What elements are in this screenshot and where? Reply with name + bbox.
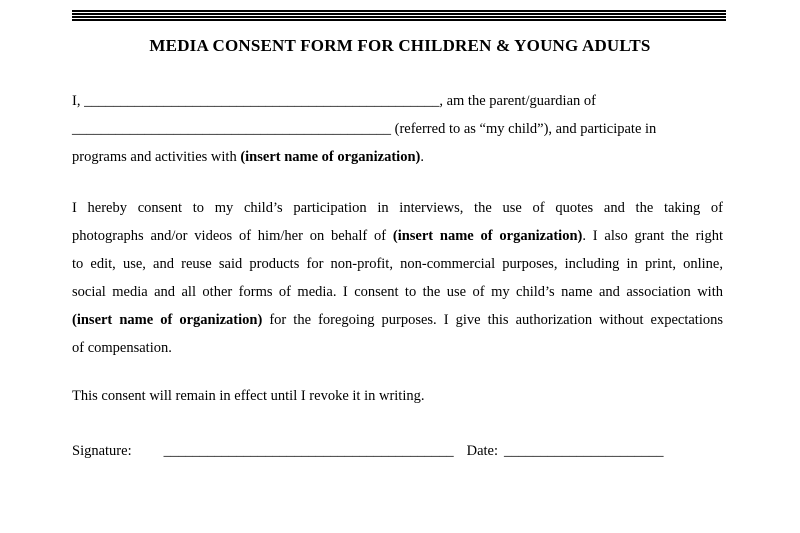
child-name-blank: ____________________________________________ <box>72 121 391 137</box>
intro-line-3 <box>72 143 723 171</box>
date-label: Date: <box>466 443 499 459</box>
intro-line-1 <box>72 87 723 115</box>
text-segment: . I also grant the right <box>582 228 723 244</box>
consent-line-5 <box>72 306 723 334</box>
organization-placeholder: (insert name of organization) <box>72 312 263 328</box>
consent-line-6: of compensation. <box>72 340 172 356</box>
consent-line-1: I hereby consent to my child’s participation in interviews, the use of quotes and the taking of <box>72 200 723 216</box>
organization-placeholder: (insert name of organization) <box>392 228 583 244</box>
text-segment: I, <box>72 93 85 109</box>
decorative-top-border <box>72 10 726 21</box>
text-segment: programs and activities with <box>72 149 241 165</box>
text-segment: . <box>420 149 424 165</box>
consent-line-3: to edit, use, and reuse said products for non-profit, non-commercial purposes, including in print, online, <box>72 256 723 272</box>
signature-blank: ________________________________________ <box>163 443 454 459</box>
organization-placeholder: (insert name of organization) <box>240 149 421 165</box>
text-segment: for the foregoing purposes. I give this authorization without expectations <box>262 312 723 328</box>
date-blank: ______________________ <box>504 443 664 459</box>
consent-line-4: social media and all other forms of media. I consent to the use of my child’s name and association with <box>72 284 723 300</box>
intro-paragraph <box>72 87 723 171</box>
signature-label: Signature: <box>72 443 132 459</box>
consent-line-2 <box>72 222 723 250</box>
signature-row <box>72 437 723 465</box>
text-segment: , am the parent/guardian of <box>439 93 596 109</box>
parent-name-blank: _________________________________________________ <box>84 93 440 109</box>
text-segment: (referred to as “my child”), and participate in <box>391 121 657 137</box>
intro-line-2 <box>72 115 723 143</box>
text-segment: photographs and/or videos of him/her on behalf of <box>72 228 393 244</box>
consent-paragraph <box>72 194 723 362</box>
revocation-statement: This consent will remain in effect until I revoke it in writing. <box>72 388 425 404</box>
form-title: MEDIA CONSENT FORM FOR CHILDREN & YOUNG ADULTS <box>149 36 651 55</box>
